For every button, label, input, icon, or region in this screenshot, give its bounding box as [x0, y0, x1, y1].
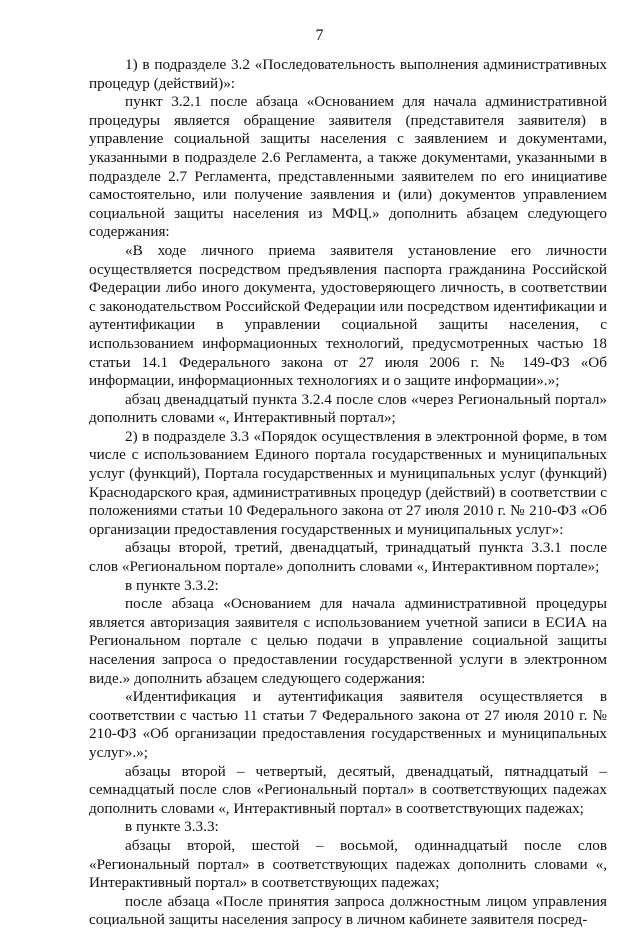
paragraph: в пункте 3.3.2: — [125, 576, 219, 594]
paragraph: «Идентификация и аутентификация заявителя осуществляется в соответствии с частью 11 статьи 7 Федерального закона от 27 июля 2010 г. № 210-ФЗ «Об организации предоставления государственных и муниципальных услуг».»; — [89, 688, 607, 761]
paragraph: 2) в подразделе 3.3 «Порядок осуществления в электронной форме, в том числе с использованием Единого портала государственных и муниципальных услуг (функций), Портала государственных и муниципальных услуг (функций) Краснодарского края, административных процедур (действий) в соответствии с положениями статьи 10 Федерального закона от 27 июля 2010 г. № 210-ФЗ «Об организации предоставления государственных и муниципальных услуг»: — [89, 427, 607, 538]
paragraph: в пункте 3.3.3: — [125, 818, 219, 836]
page-number: 7 — [315, 27, 324, 44]
paragraph: после абзаца «Основанием для начала административной процедуры является авторизация заявителя с использованием учетной записи в ЕСИА на Региональном портале с целью подачи в управление социальной защиты населения запроса о предоставлении государственной услуги в электронном виде.» дополнить абзацем следующего содержания: — [89, 595, 607, 687]
paragraph: «В ходе личного приема заявителя установление его личности осуществляется посредством предъявления паспорта гражданина Российской Федерации либо иного документа, удостоверяющего личность, в соответствии с законодательством Российской Федерации или посредством идентификации и аутентификации в управлении социальной защиты населения, с использованием информационных технологий, предусмотренных частью 18 статьи 14.1 Федерального закона от 27 июля 2006 г. № 149-ФЗ «Об информации, информационных технологиях и о защите информации».»; — [89, 241, 607, 390]
paragraph: абзацы второй, шестой – восьмой, одиннадцатый после слов «Региональный портал» в соответствующих падежах дополнить словами «, Интерактивный портал» в соответствующих падежах; — [89, 836, 607, 892]
paragraph: после абзаца «После принятия запроса должностным лицом управления социальной защиты населения запросу в личном кабинете заявителя посред- — [89, 892, 607, 929]
paragraph: пункт 3.2.1 после абзаца «Основанием для начала административной процедуры является обращение заявителя (представителя заявителя) в управление социальной защиты населения с заявлением и документами, указанными в подразделе 2.6 Регламента, а также документами, указанными в подразделе 2.7 Регламента, представленными заявителем по его инициативе самостоятельно, или получение заявления и (или) документов управлением социальной защиты населения из МФЦ.» дополнить абзацем следующего содержания: — [89, 93, 607, 241]
paragraph: абзацы второй – четвертый, десятый, двенадцатый, пятнадцатый – семнадцатый после слов «Региональный портал» в соответствующих падежах дополнить словами «, Интерактивный портал» в соответствующих падежах; — [89, 762, 607, 817]
paragraph: абзацы второй, третий, двенадцатый, тринадцатый пункта 3.3.1 после слов «Региональном портале» дополнить словами «, Интерактивном портале»; — [89, 539, 607, 576]
document-body — [89, 56, 607, 930]
paragraph: абзац двенадцатый пункта 3.2.4 после слов «через Региональный портал» дополнить словами «, Интерактивный портал»; — [89, 390, 607, 427]
paragraph: 1) в подразделе 3.2 «Последовательность выполнения административных процедур (действий)»: — [89, 56, 607, 92]
